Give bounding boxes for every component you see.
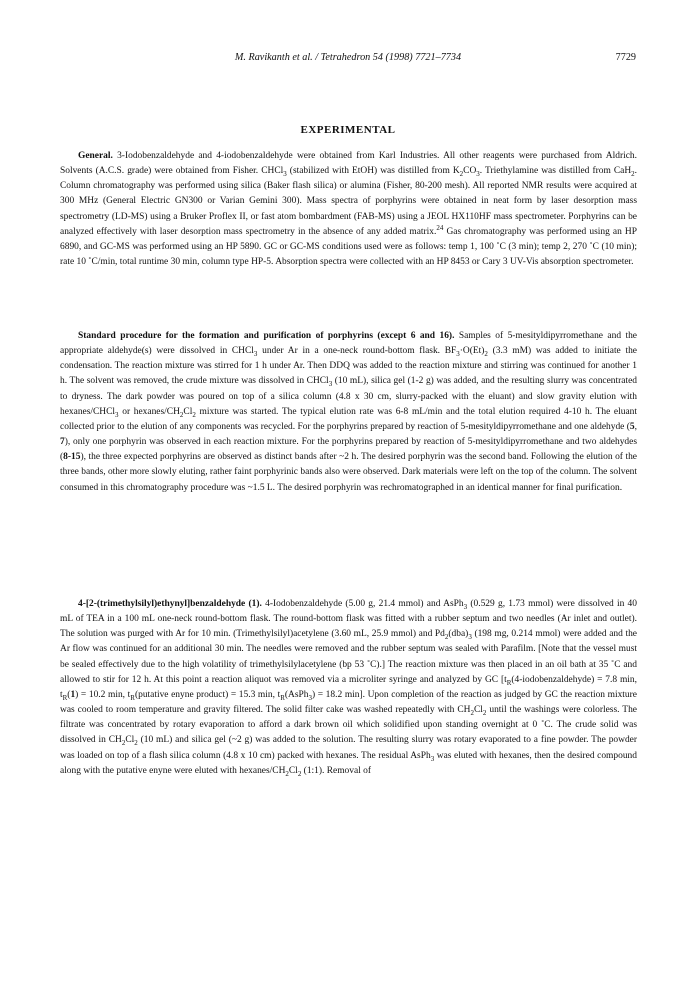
- standard-procedure-heading: Standard procedure for the formation and purification of porphyrins (except 6 and 16).: [78, 331, 455, 341]
- reference-marker: 24: [436, 223, 444, 232]
- general-heading: General.: [78, 151, 113, 161]
- general-paragraph: General. 3-Iodobenzaldehyde and 4-iodobenzaldehyde were obtained from Karl Industries. All other reagents were purchased from Aldrich. Solvents (A.C.S. grade) were obtained from Fisher. CHCl$_3$ (stabilized with EtOH) was distilled from $K_2CO_3$. Triethylamine was distilled from CaH$_2$. Column chromatography was performed using silica (Baker flash silica) or alumina (Fisher, 80-200 mesh). All reported NMR results were acquired at 300 MHz (General Electric GN300 or Varian Gemini 300). Mass spectra of porphyrins were obtained in neat form by laser desorption mass spectrometry (LD-MS) using a Bruker Proflex II, or fast atom bombardment (FAB-MS) using a JEOL HX110HF mass spectrometer. Porphyrins can be analyzed effectively with laser desorption mass spectrometry in the absence of any added matrix.$^{24}$ Gas chromatography was performed using an HP 6890, and GC-MS was performed using an HP 5890. GC or GC-MS conditions used were as follows: temp 1, 100 ˚C (3 min); temp 2, 270 ˚C (10 min); rate 10 ˚C/min, total runtime 30 min, column type HP-5. Absorption spectra were collected with an HP 8453 or Cary 3 UV-Vis absorption spectrometer.: [60, 151, 638, 268]
- compound-1-heading: 4-[2-(trimethylsilyl)ethynyl]benzaldehyde (1).: [78, 599, 262, 609]
- running-title: M. Ravikanth et al. / Tetrahedron 54 (1998) 7721–7734: [234, 52, 462, 63]
- page-number: 7729: [615, 52, 636, 63]
- standard-procedure-paragraph: Standard procedure for the formation and purification of porphyrins (except 6 and 16). Samples of 5-mesityldipyrromethane and the appropriate aldehyde(s) were dissolved in CHCl$_3$ under Ar in a one-neck round-bottom flask. $BF_3\cdot O(Et)_2$ (3.3 mM) was added to initiate the condensation. The reaction mixture was stirred for 1 h under Ar. Then DDQ was added to the reaction mixture and stirring was continued for another 1 h. The solvent was removed, the crude mixture was dissolved in CHCl$_3$ (10 mL), silica gel (1-2 g) was added, and the resulting slurry was concentrated to dryness. The dark powder was poured on top of a silica column (4.8 x 30 cm, slurry-packed with the eluant) and slow gravity elution with hexanes/CHCl$_3$ or hexanes/$CH_2Cl_2$ mixture was started. The typical elution rate was 6-8 mL/min and the total elution required 4-10 h. The eluant collected prior to the elution of any components was recycled. For the porphyrins prepared by reaction of 5-mesityldipyrromethane and one aldehyde (5, 7), only one porphyrin was observed in each reaction mixture. For the porphyrins prepared by reaction of 5-mesityldipyrromethane and two aldehydes (8-15), the three expected porphyrins are observed as distinct bands after ~2 h. The desired porphyrin was the second band. Following the elution of the three bands, other more slowly eluting, rather faint porphyrinic bands also were observed. Dark materials were left on the top of the column. The solvent consumed in this chromatography procedure was ~1.5 L. The desired porphyrin was rechromatographed in an identical manner for final purification.: [60, 331, 638, 493]
- compound-1-paragraph: 4-[2-(trimethylsilyl)ethynyl]benzaldehyde (1). 4-Iodobenzaldehyde (5.00 g, 21.4 mmol) and AsPh$_3$ (0.529 g, 1.73 mmol) were dissolved in 40 mL of TEA in a 100 mL one-neck round-bottom flask. The round-bottom flask was fitted with a rubber septum and two needles (Ar inlet and outlet). The solution was purged with Ar for 10 min. (Trimethylsilyl)acetylene (3.60 mL, 25.9 mmol) and $Pd_2(dba)_3$ (198 mg, 0.214 mmol) were added and the Ar flow was continued for an additional 30 min. The needles were removed and the rubber septum was sealed with Parafilm. [Note that the vessel must be sealed effectively due to the high volatility of trimethylsilylacetylene (bp 53 ˚C).] The reaction mixture was then placed in an oil bath at 35 ˚C and allowed to stir for 12 h. At this point a reaction aliquot was removed via a microliter syringe and analyzed by GC [$t_R(4-iodobenzaldehyde) = 7.8$ min, $t_R(1) = 10.2$ min, $t_R(putative$ enyne product) = 15.3 min, $t_R(AsPh_3) = 18.2$ min]. Upon completion of the reaction as judged by GC the reaction mixture was cooled to room temperature and gravity filtered. The solid filter cake was washed repeatedly with $CH_2Cl_2$ until the washings were colorless. The filtrate was concentrated by rotary evaporation to afford a dark brown oil which solidified upon standing overnight at 0 ˚C. The crude solid was dissolved in $CH_2Cl_2$ (10 mL) and silica gel (~2 g) was added to the solution. The resulting slurry was rotary evaporated to a fine powder. The powder was loaded on top of a flash silica column (4.8 x 10 cm) packed with hexanes. The residual AsPh$_3$ was eluted with hexanes, then the desired compound along with the putative enyne were eluted with hexanes/$CH_2Cl_2$ (1:1). Removal of: [60, 599, 638, 778]
- running-header: [60, 52, 636, 68]
- section-title: EXPERIMENTAL: [300, 124, 396, 136]
